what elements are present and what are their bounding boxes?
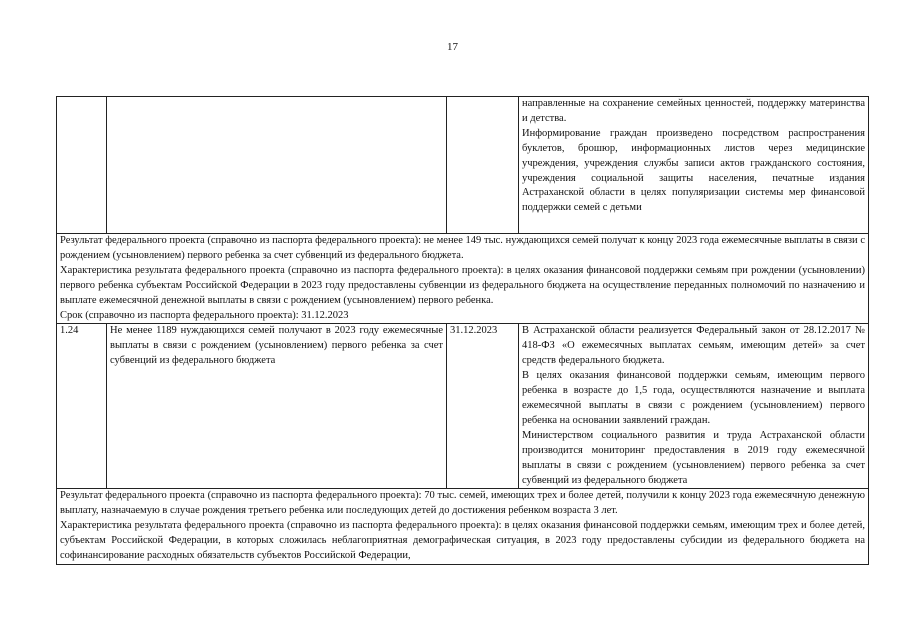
cell-number: 1.24 xyxy=(57,324,107,489)
cell-measure-empty xyxy=(107,97,447,234)
federal-result-text: Результат федерального проекта (справочно из паспорта федерального проекта): не менее 149 тыс. нуждающихся семей получат к концу 2023 года ежемесячные выплаты в связи с рождением (усыновлением) первого ребенка за счет субвенций из федерального бюджета. xyxy=(60,235,865,261)
cell-info-continued xyxy=(519,97,869,234)
table-row-continued xyxy=(57,97,869,234)
table-row xyxy=(57,324,869,489)
document-table-frame xyxy=(56,96,870,640)
federal-result-characteristic: Характеристика результата федерального проекта (справочно из паспорта федерального проекта): в целях оказания финансовой поддержки семьям, имеющим трех и более детей, субъектам Российской Федерации, в которых сложилась неблагоприятная демографическая ситуация, в 2023 году предоставлены субсидии из федерального бюджета на софинансирование расходных обязательств субъектов Российской Федерации, xyxy=(60,520,865,562)
federal-result-characteristic: Характеристика результата федерального проекта (справочно из паспорта федерального проекта): в целях оказания финансовой поддержки семьям при рождении (усыновлении) первого ребенка субъектам Российской Федерации в 2023 году предоставлены субвенции из федерального бюджета на осуществление переданных полномочий по назначению и выплате ежемесячной денежной выплаты в связи с рождением (усыновлением) первого ребенка. xyxy=(60,264,865,306)
cell-measure: Не менее 1189 нуждающихся семей получают в 2023 году ежемесячные выплаты в связи с рождением (усыновлением) первого ребенка за счет субвенций из федерального бюджета xyxy=(107,324,447,489)
cell-info xyxy=(519,324,869,489)
cell-date: 31.12.2023 xyxy=(447,324,519,489)
page-number: 17 xyxy=(447,41,458,53)
federal-result-cell-2 xyxy=(57,489,869,565)
measures-table xyxy=(56,96,869,565)
federal-result-row-1 xyxy=(57,234,869,324)
cell-date-empty xyxy=(447,97,519,234)
cell-number-empty xyxy=(57,97,107,234)
federal-result-row-2 xyxy=(57,489,869,565)
info-text: В Астраханской области реализуется Федеральный закон от 28.12.2017 № 418-ФЗ «О ежемесячных выплатах семьям, имеющим детей» за счет средств федерального бюджета. В целях оказания финансовой поддержки семьям, имеющим первого ребенка в возрасте до 1,5 года, осуществляются назначение и выплата ежемесячной выплаты в связи с рождением (усыновлением) первого ребенка на основании заявлений граждан. Министерством социального развития и труда Астраханской области производится мониторинг предоставления в 2019 году ежемесячной выплаты в связи с рождением (усыновлением) первого ребенка за счет субвенций из федерального бюджета xyxy=(522,325,865,486)
federal-result-deadline: Срок (справочно из паспорта федерального проекта): 31.12.2023 xyxy=(60,309,349,321)
federal-result-cell-1 xyxy=(57,234,869,324)
info-text-continued: направленные на сохранение семейных ценностей, поддержку материнства и детства. Информирование граждан произведено посредством распространения буклетов, брошюр, информационных листов через медицинские учреждения, учреждения службы записи актов гражданского состояния, учреждения социальной защиты населения, печатные издания Астраханской области в целях популяризации системы мер финансовой поддержки семей с детьми xyxy=(522,98,865,214)
federal-result-text: Результат федерального проекта (справочно из паспорта федерального проекта): 70 тыс. семей, имеющих трех и более детей, получили к концу 2023 года ежемесячную денежную выплату, назначаемую в случае рождения третьего ребенка или последующих детей до достижения ребенком возраста 3 лет. xyxy=(60,490,865,517)
